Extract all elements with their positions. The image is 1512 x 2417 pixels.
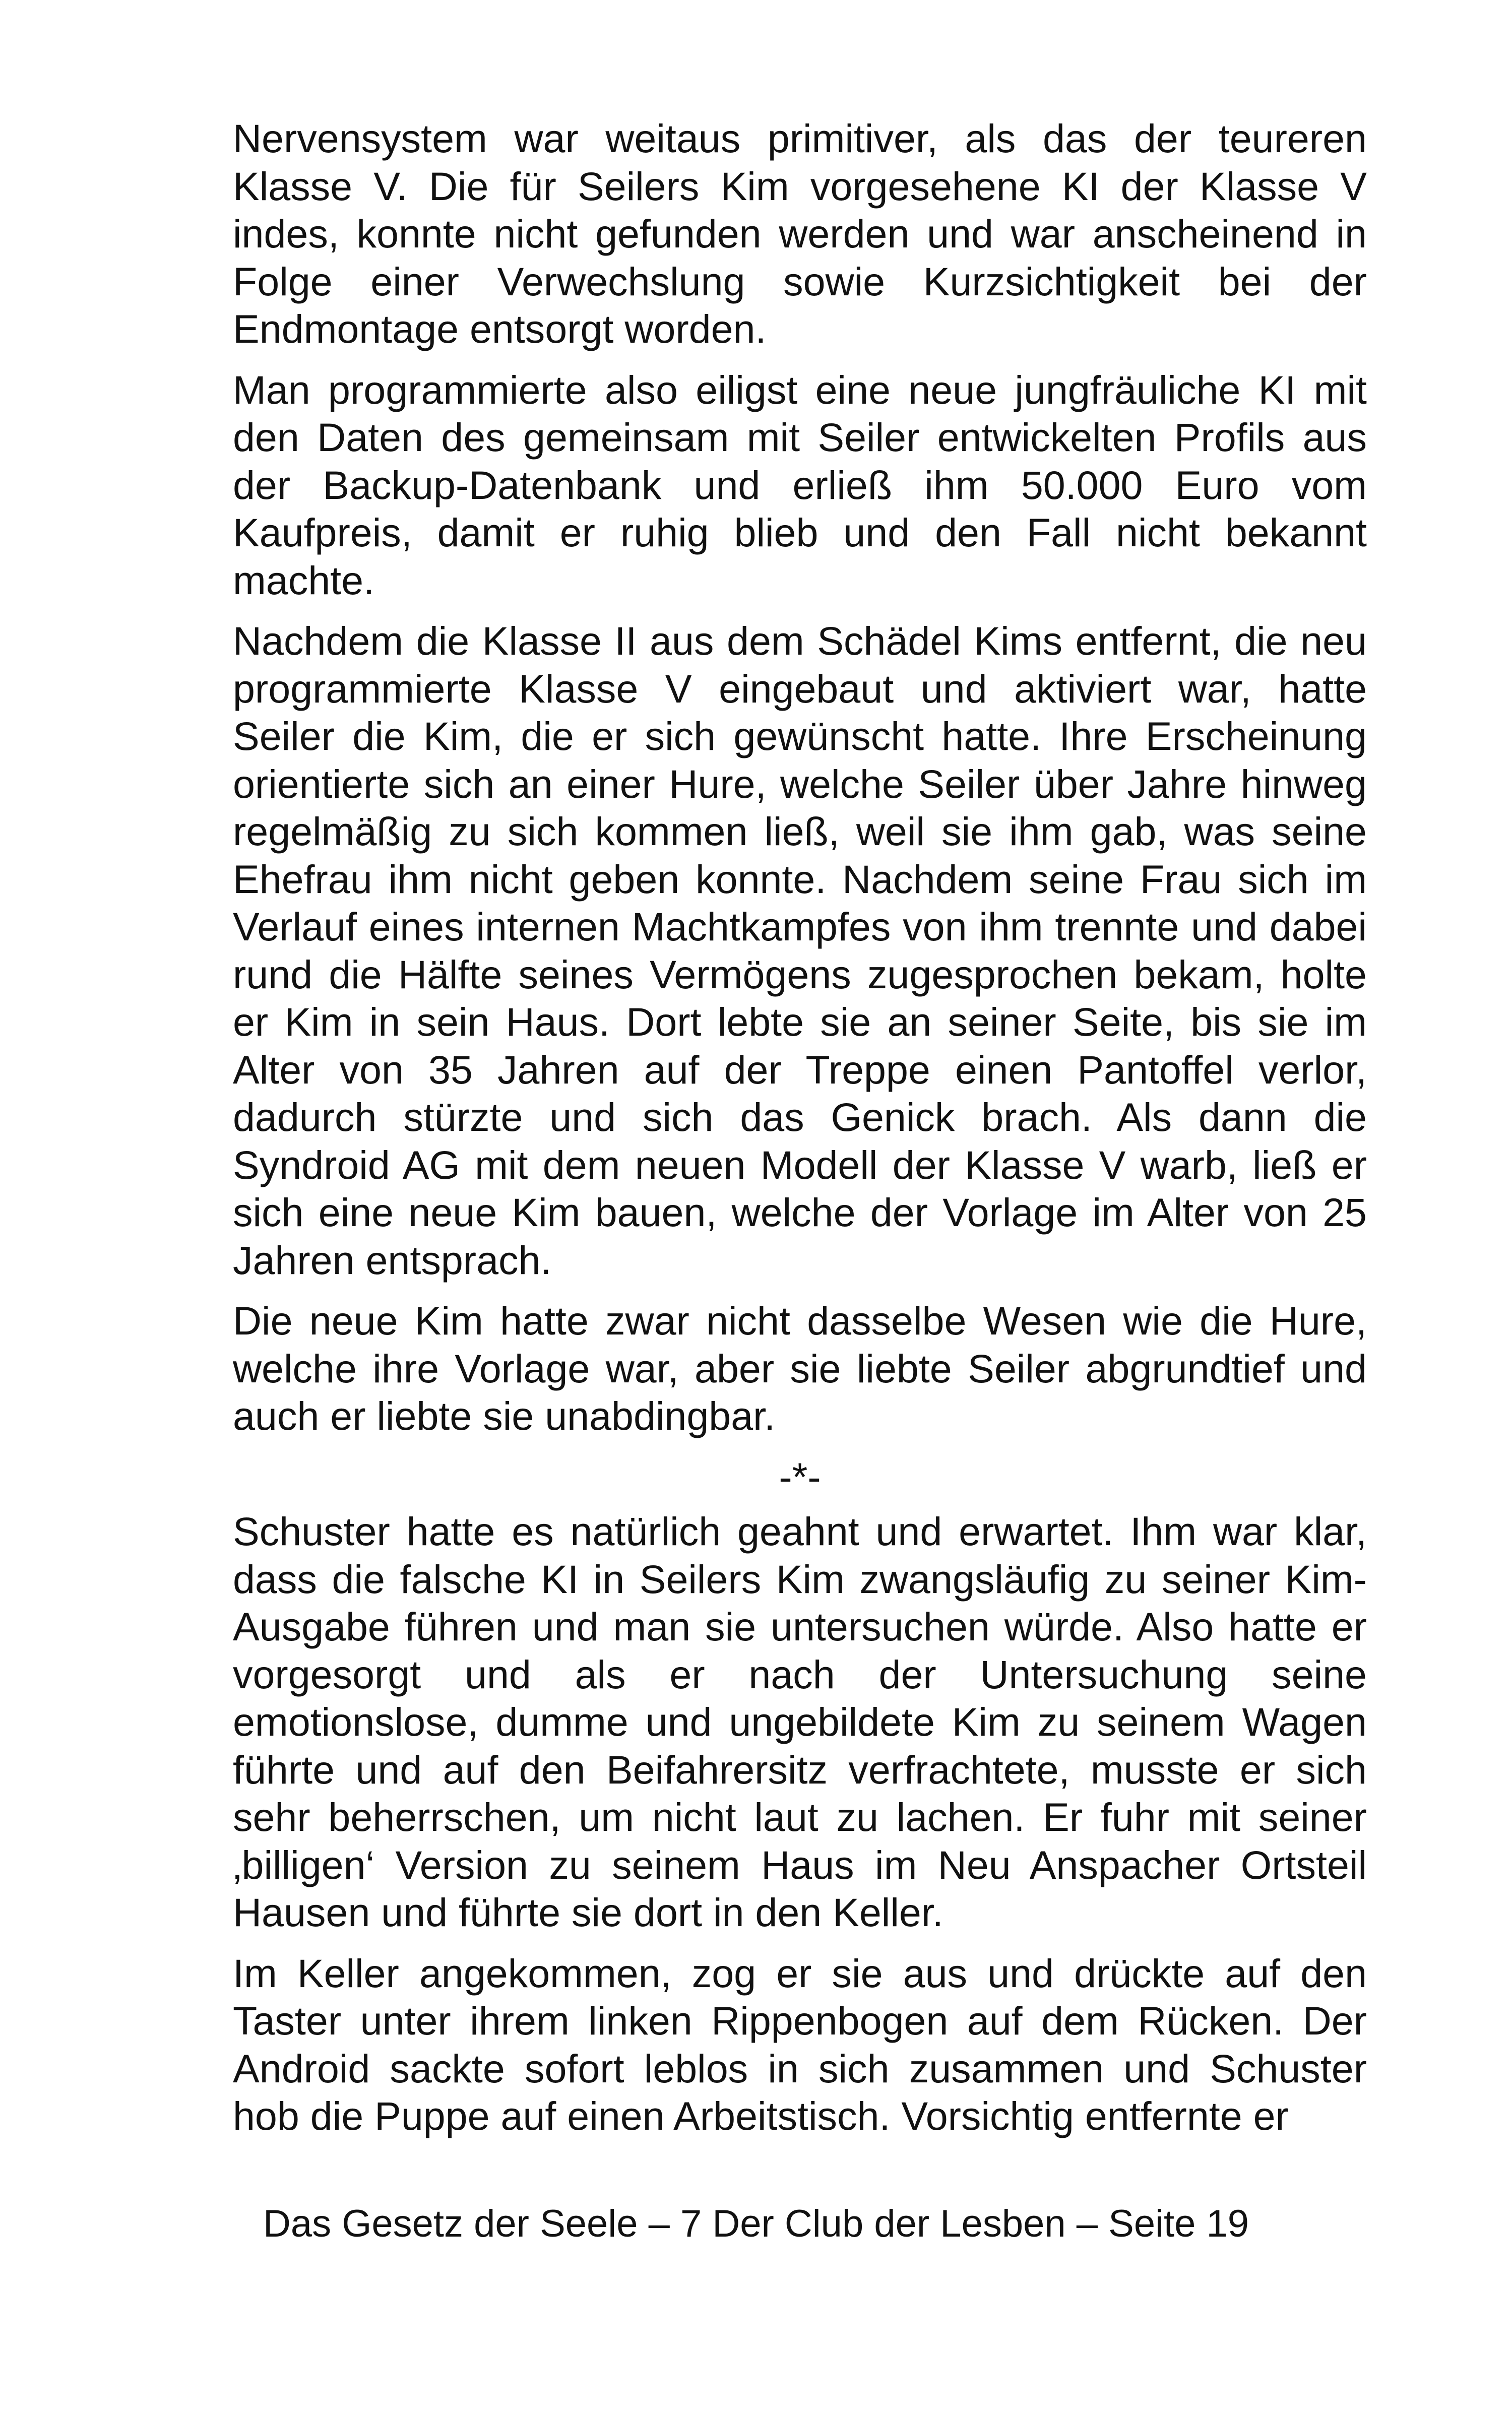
paragraph: Man programmierte also eiligst eine neue jungfräuliche KI mit den Daten des gemeinsam mit Seiler entwickelten Profils aus der Backup-Datenbank und erließ ihm 50.000 Euro vom Kaufpreis, damit er ruhig blieb und den Fall nicht bekannt machte. (233, 367, 1367, 603)
paragraph: Schuster hatte es natürlich geahnt und erwartet. Ihm war klar, dass die falsche KI in Seilers Kim zwangsläufig zu seiner Kim-Ausgabe führen und man sie untersuchen würde. Also hatte er vorgesorgt und als er nach der Untersuchung seine emotionslose, dumme und ungebildete Kim zu seinem Wagen führte und auf den Beifahrersitz verfrachtete, musste er sich sehr beherrschen, um nicht laut zu lachen. Er fuhr mit seiner ‚billigen‘ Version zu seinem Haus im Neu Anspacher Ortsteil Hausen und führte sie dort in den Keller. (233, 1509, 1367, 1935)
paragraph: Nachdem die Klasse II aus dem Schädel Kims entfernt, die neu programmierte Klasse V eingebaut und aktiviert war, hatte Seiler die Kim, die er sich gewünscht hatte. Ihre Erscheinung orientierte sich an einer Hure, welche Seiler über Jahre hinweg regelmäßig zu sich kommen ließ, weil sie ihm gab, was seine Ehefrau ihm nicht geben konnte. Nachdem seine Frau sich im Verlauf eines internen Machtkampfes von ihm trennte und dabei rund die Hälfte seines Vermögens zugesprochen bekam, holte er Kim in sein Haus. Dort lebte sie an seiner Seite, bis sie im Alter von 35 Jahren auf der Treppe einen Pantoffel verlor, dadurch stürzte und sich das Genick brach. Als dann die Syndroid AG mit dem neuen Modell der Klasse V warb, ließ er sich eine neue Kim bauen, welche der Vorlage im Alter von 25 Jahren entsprach. (233, 618, 1367, 1283)
section-separator: -*- (779, 1454, 821, 1499)
body-text (233, 115, 1367, 2153)
paragraph: Im Keller angekommen, zog er sie aus und drückte auf den Taster unter ihrem linken Rippenbogen auf dem Rücken. Der Android sackte sofort leblos in sich zusammen und Schuster hob die Puppe auf einen Arbeitstisch. Vorsichtig entfernte er (233, 1950, 1367, 2138)
paragraph: Nervensystem war weitaus primitiver, als das der teureren Klasse V. Die für Seilers Kim vorgesehene KI der Klasse V indes, konnte nicht gefunden werden und war anscheinend in Folge einer Verwechslung sowie Kurzsichtigkeit bei der Endmontage entsorgt worden. (233, 116, 1367, 351)
paragraph: Die neue Kim hatte zwar nicht dasselbe Wesen wie die Hure, welche ihre Vorlage war, aber sie liebte Seiler abgrundtief und auch er liebte sie unabdingbar. (233, 1298, 1367, 1438)
page-footer: Das Gesetz der Seele – 7 Der Club der Lesben – Seite 19 (263, 2202, 1249, 2245)
